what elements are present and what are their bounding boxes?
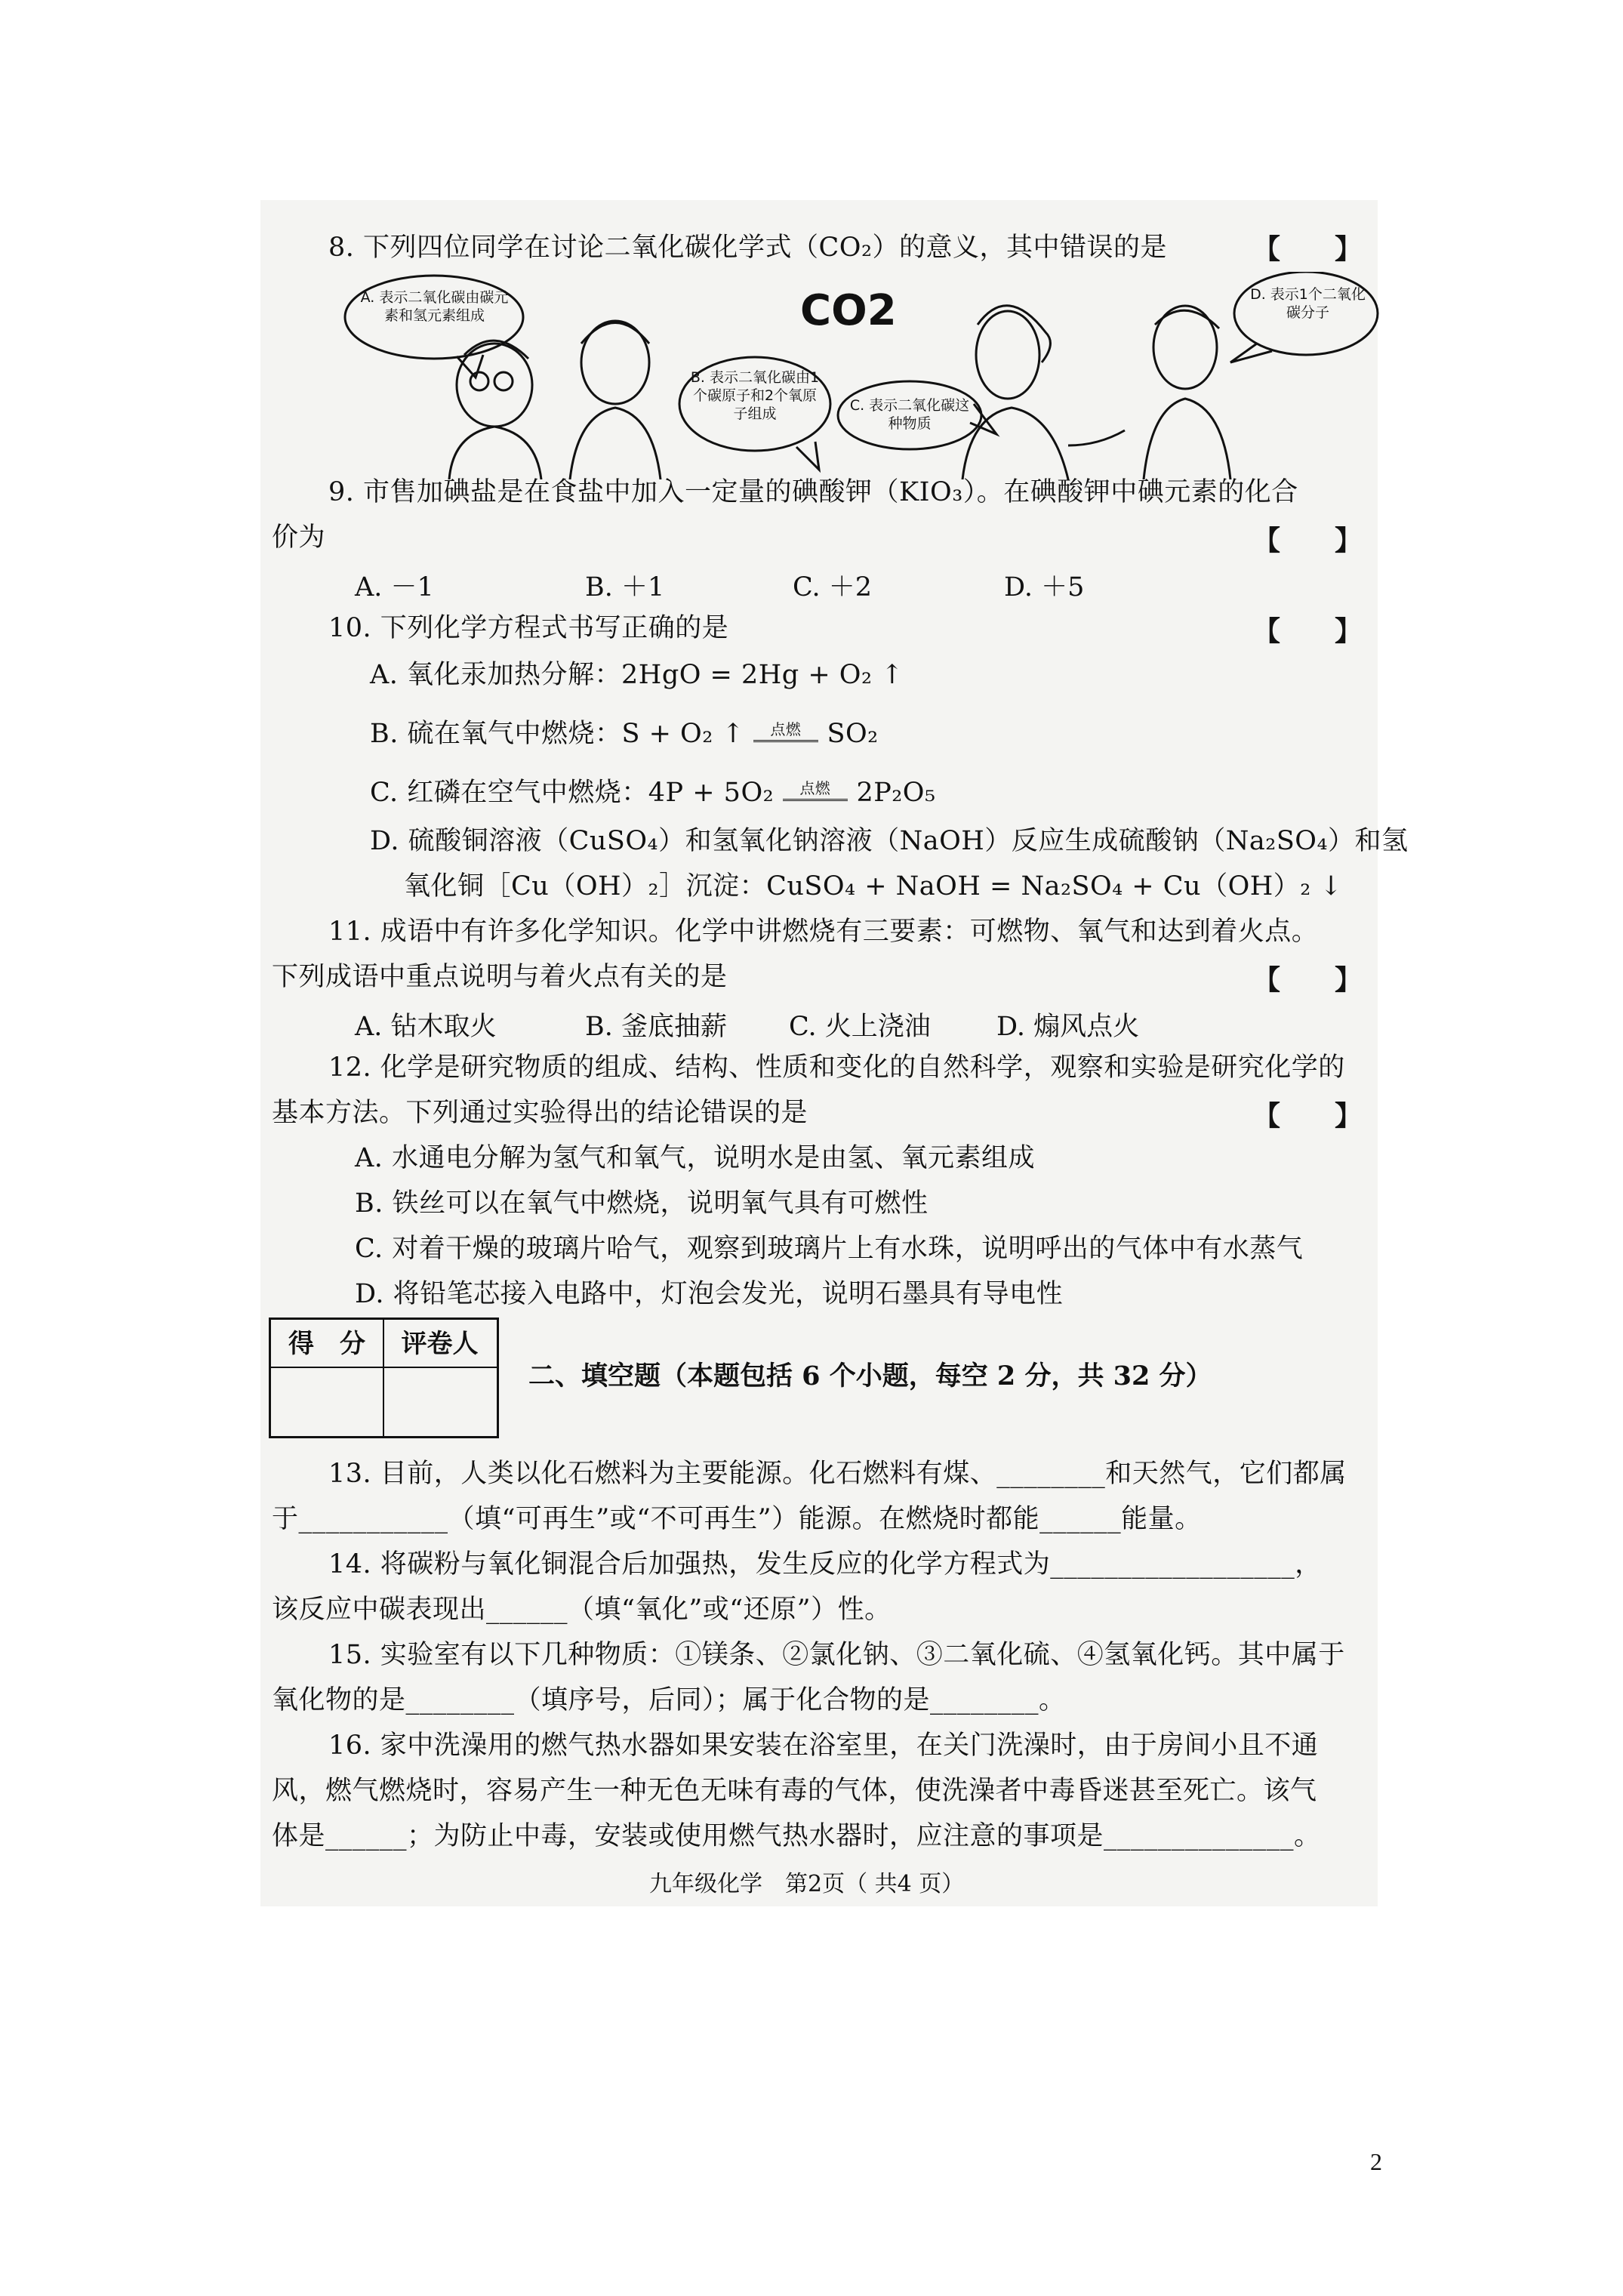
question-11-option-a: A. 钻木取火: [355, 1012, 497, 1042]
question-13-line-2: 于___________（填“可再生”或“不可再生”）能源。在燃烧时都能______能量。: [272, 1504, 1202, 1534]
question-9-line-2: 价为: [272, 522, 326, 553]
question-10-option-d-line-1: D. 硫酸铜溶液（CuSO₄）和氢氧化钠溶液（NaOH）反应生成硫酸钠（Na₂SO₄）和氢: [370, 826, 1409, 856]
bubble-d-text: D. 表示1个二氧化碳分子: [1250, 286, 1366, 321]
page-number: 2: [1370, 2148, 1382, 2175]
question-16-line-3: 体是______；为防止中毒，安装或使用燃气热水器时，应注意的事项是______________。: [272, 1821, 1321, 1851]
question-12-option-b: B. 铁丝可以在氧气中燃烧，说明氧气具有可燃性: [355, 1188, 929, 1219]
bubble-c-text: C. 表示二氧化碳这种物质: [849, 397, 970, 432]
question-16-line-1: 16. 家中洗澡用的燃气热水器如果安装在浴室里，在关门洗澡时，由于房间小且不通: [328, 1730, 1319, 1761]
question-12-line-1: 12. 化学是研究物质的组成、结构、性质和变化的自然科学，观察和实验是研究化学的: [328, 1052, 1345, 1083]
question-12-option-a: A. 水通电分解为氢气和氧气，说明水是由氢、氧元素组成: [355, 1143, 1036, 1173]
question-14-line-1: 14. 将碳粉与氧化铜混合后加强热，发生反应的化学方程式为__________________，: [328, 1549, 1322, 1579]
question-15-line-2: 氧化物的是________（填序号，后同）；属于化合物的是________。: [272, 1685, 1066, 1715]
question-10-text: 10. 下列化学方程式书写正确的是: [328, 613, 729, 643]
question-11-line-2: 下列成语中重点说明与着火点有关的是: [272, 962, 728, 992]
question-11-option-c: C. 火上浇油: [789, 1012, 931, 1042]
bubble-a-text: A. 表示二氧化碳由碳元素和氢元素组成: [360, 289, 509, 324]
question-8-answer-bracket: 【 】: [1253, 233, 1363, 265]
question-11-option-d: D. 煽风点火: [996, 1012, 1140, 1042]
question-10-option-c: C. 红磷在空气中燃烧：4P + 5O₂ 点燃 2P₂O₅: [370, 778, 936, 808]
question-10-option-a: A. 氧化汞加热分解：2HgO = 2Hg + O₂ ↑: [370, 660, 904, 690]
bubble-b-text: B. 表示二氧化碳由1个碳原子和2个氧原子组成: [690, 369, 820, 422]
question-12-line-2: 基本方法。下列通过实验得出的结论错误的是: [272, 1098, 808, 1128]
score-header: 得 分: [271, 1320, 383, 1368]
question-10-answer-bracket: 【 】: [1253, 615, 1363, 647]
ignite-condition-c: 点燃: [783, 782, 848, 801]
question-8-text: 8. 下列四位同学在讨论二氧化碳化学式（CO₂）的意义，其中错误的是: [328, 233, 1168, 263]
question-16-line-2: 风，燃气燃烧时，容易产生一种无色无味有毒的气体，使洗澡者中毒昏迷甚至死亡。该气: [272, 1776, 1317, 1806]
grader-header: 评卷人: [383, 1320, 497, 1368]
question-12-option-c: C. 对着干燥的玻璃片哈气，观察到玻璃片上有水珠，说明呼出的气体中有水蒸气: [355, 1234, 1304, 1264]
question-9-option-a: A. －1: [355, 572, 434, 603]
question-12-option-d: D. 将铅笔芯接入电路中，灯泡会发光，说明石墨具有导电性: [355, 1279, 1064, 1309]
question-11-line-1: 11. 成语中有许多化学知识。化学中讲燃烧有三要素：可燃物、氧气和达到着火点。: [328, 917, 1319, 947]
question-15-line-1: 15. 实验室有以下几种物质：①镁条、②氯化钠、③二氧化硫、④氢氧化钙。其中属于: [328, 1640, 1345, 1670]
question-9-answer-bracket: 【 】: [1253, 525, 1363, 556]
score-table: [269, 1318, 499, 1438]
question-10-option-b: B. 硫在氧气中燃烧：S + O₂ ↑ 点燃 SO₂: [370, 719, 879, 749]
question-11-option-b: B. 釜底抽薪: [585, 1012, 727, 1042]
question-9-option-c: C. ＋2: [793, 572, 873, 603]
question-9-option-b: B. ＋1: [585, 572, 665, 603]
question-9-option-d: D. ＋5: [1004, 572, 1085, 603]
ignite-condition-b: 点燃: [753, 723, 818, 742]
co2-label: CO2: [800, 286, 897, 335]
page-footer: 九年级化学 第2页（ 共4 页）: [649, 1871, 965, 1897]
question-9-line-1: 9. 市售加碘盐是在食盐中加入一定量的碘酸钾（KIO₃）。在碘酸钾中碘元素的化合: [328, 477, 1298, 507]
question-11-answer-bracket: 【 】: [1253, 964, 1363, 996]
section-2-title: 二、填空题（本题包括 6 个小题，每空 2 分，共 32 分）: [528, 1361, 1212, 1391]
question-13-line-1: 13. 目前，人类以化石燃料为主要能源。化石燃料有煤、________和天然气，它们都属: [328, 1459, 1347, 1489]
student-figure-3: [976, 311, 1039, 399]
question-12-answer-bracket: 【 】: [1253, 1100, 1363, 1132]
question-8-illustration: [343, 272, 1389, 479]
question-14-line-2: 该反应中碳表现出______（填“氧化”或“还原”）性。: [272, 1595, 892, 1625]
question-10-option-d-line-2: 氧化铜［Cu（OH）₂］沉淀：CuSO₄ + NaOH = Na₂SO₄ + Cu（OH）₂ ↓: [404, 871, 1343, 901]
